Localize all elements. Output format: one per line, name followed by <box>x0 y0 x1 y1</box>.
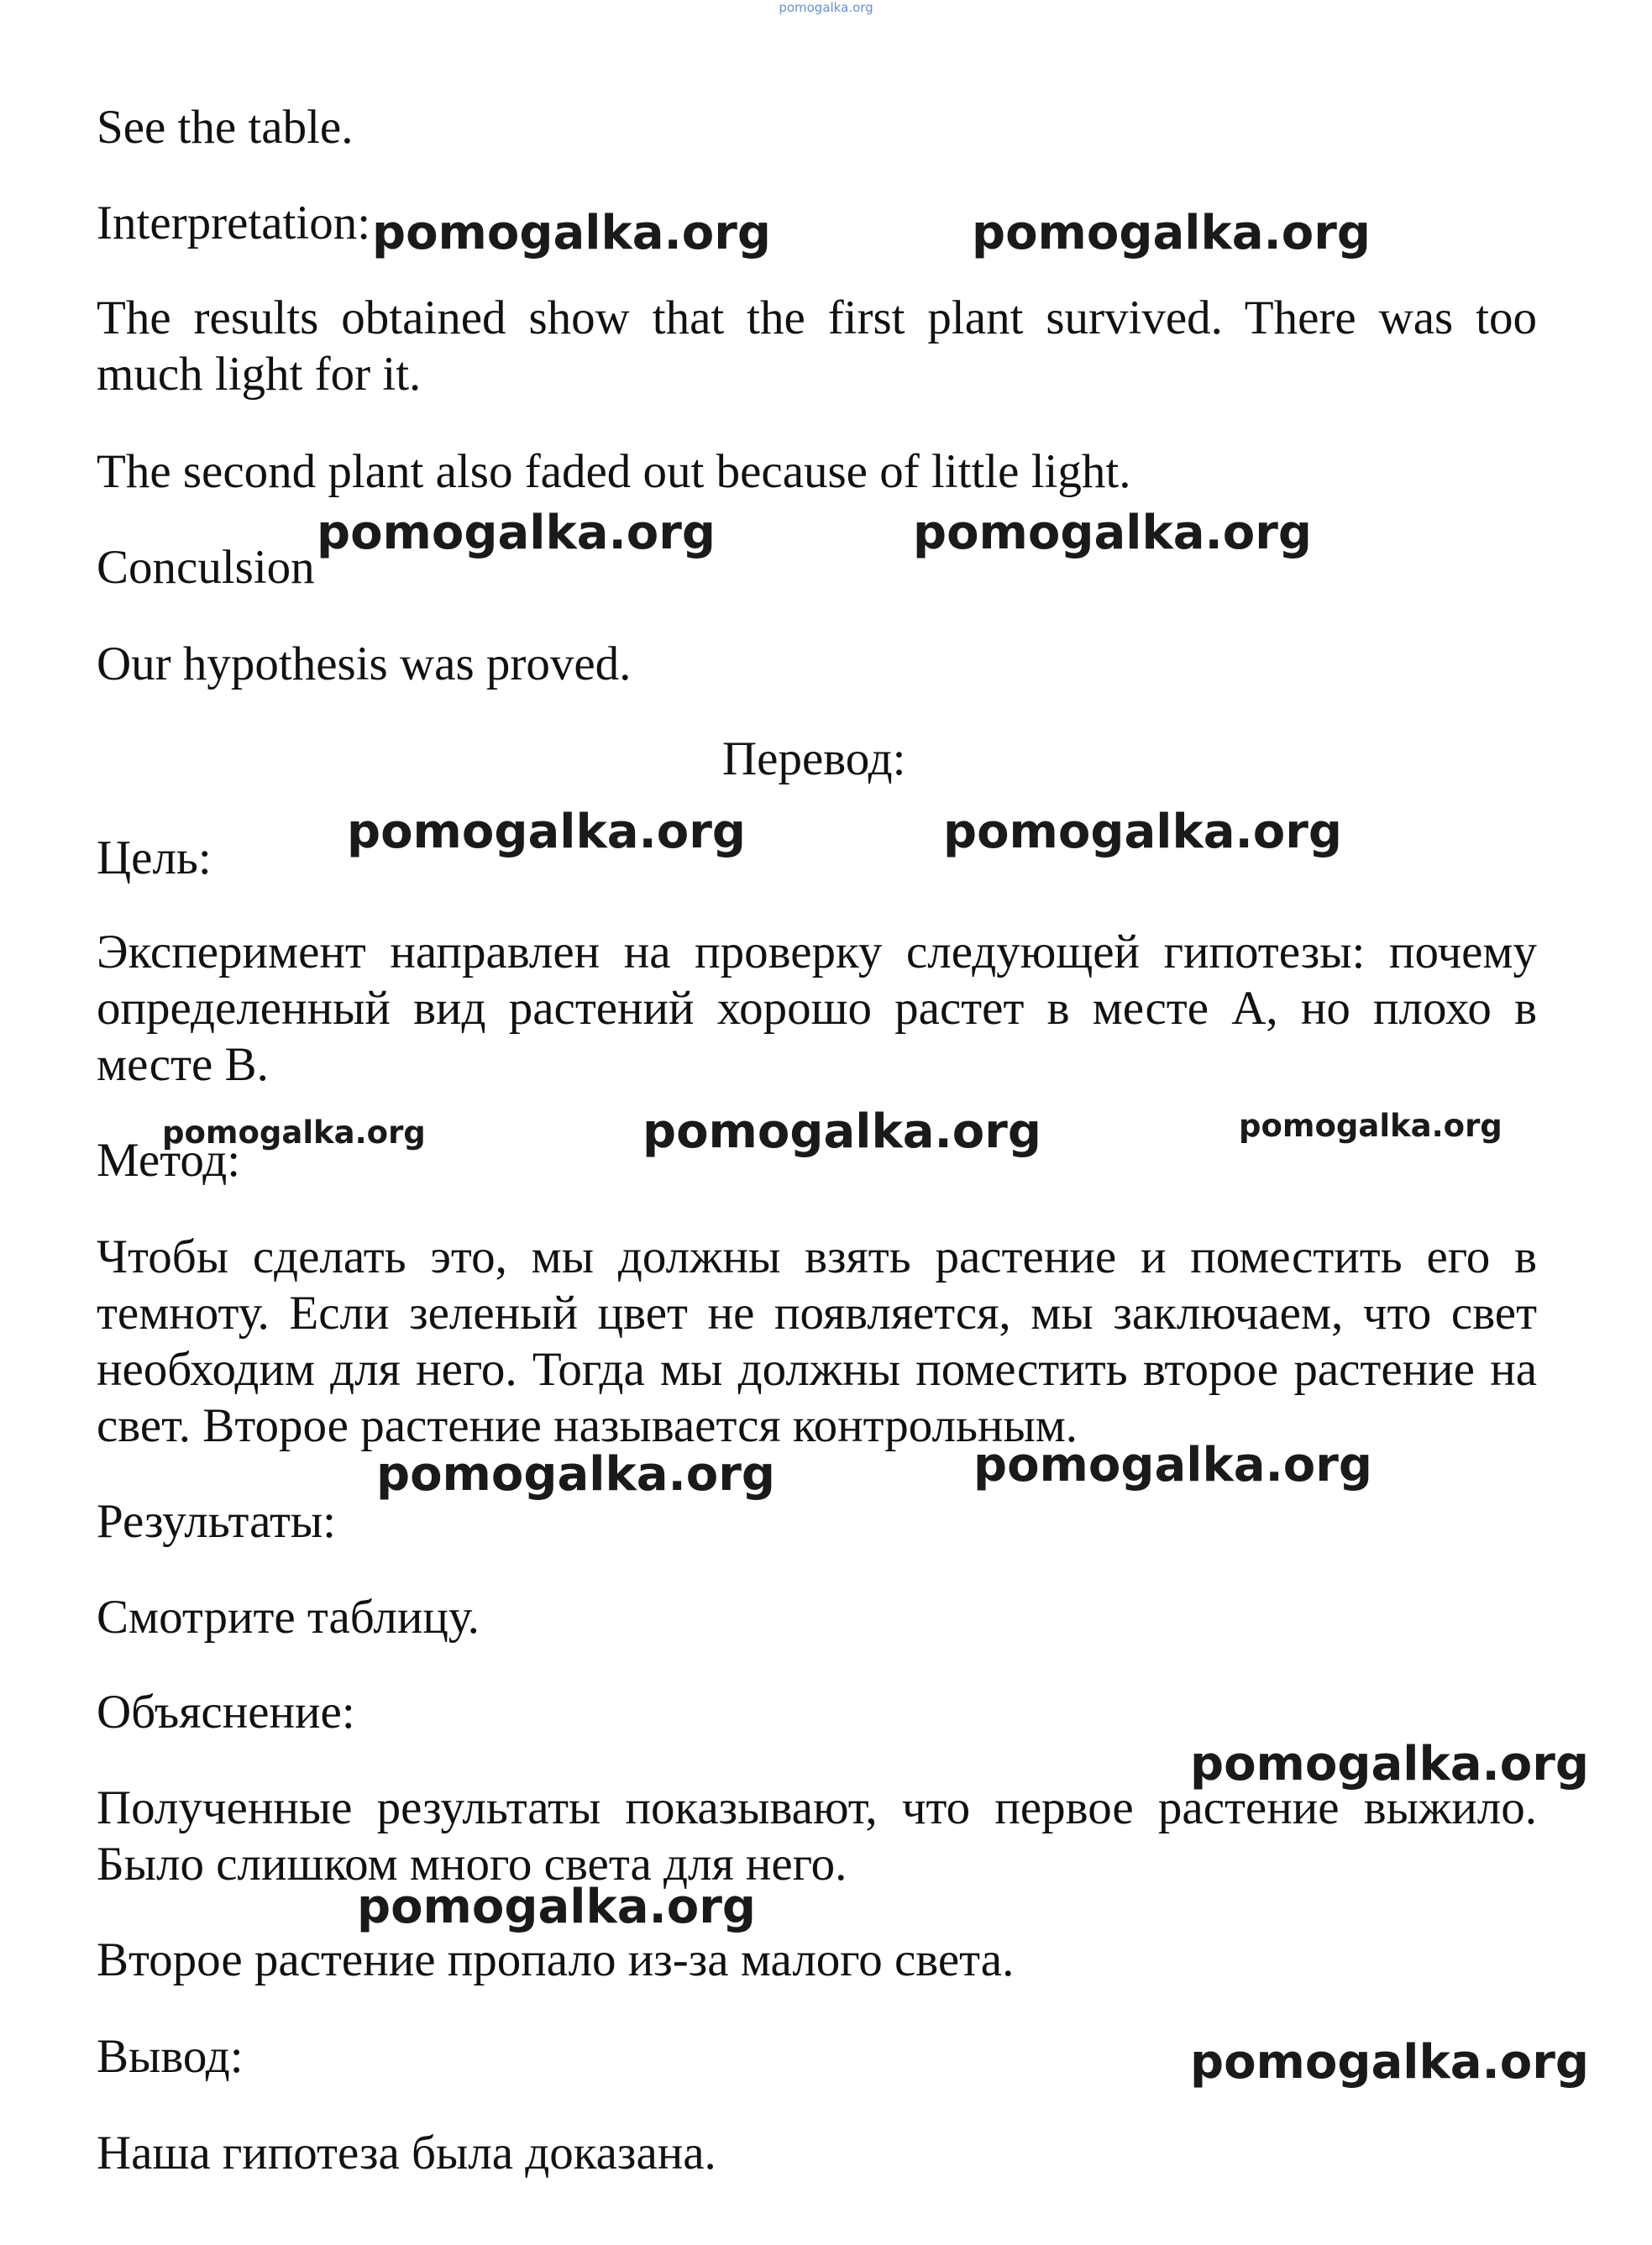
header-watermark: pomogalka.org <box>779 0 873 15</box>
conclusion-text-ru: Наша гипотеза была доказана. <box>97 2127 716 2179</box>
watermark: pomogalka.org <box>1239 1108 1503 1144</box>
watermark: pomogalka.org <box>347 805 746 859</box>
translation-heading: Перевод: <box>722 732 906 785</box>
watermark: pomogalka.org <box>973 1438 1372 1492</box>
watermark: pomogalka.org <box>372 206 771 260</box>
aim-paragraph: Эксперимент направлен на проверку следующей гипотезы: почему определенный вид растений хорошо растет в месте А, но плохо в месте В. <box>97 926 1537 1091</box>
results-text-ru: Смотрите таблицу. <box>97 1591 480 1644</box>
aim-heading: Цель: <box>97 831 212 884</box>
conclusion-heading-ru: Вывод: <box>97 2030 244 2083</box>
watermark: pomogalka.org <box>642 1104 1041 1159</box>
results-heading: Результаты: <box>97 1495 336 1548</box>
watermark: pomogalka.org <box>913 506 1312 560</box>
watermark: pomogalka.org <box>376 1447 775 1502</box>
watermark: pomogalka.org <box>1190 1737 1589 1791</box>
interpretation-paragraph-2: The second plant also faded out because of little light. <box>97 445 1131 498</box>
conclusion-text-en: Our hypothesis was proved. <box>97 637 632 690</box>
explanation-paragraph-1: Полученные результаты показывают, что первое растение выжило. Было слишком много света для него. <box>97 1781 1537 1891</box>
watermark: pomogalka.org <box>943 805 1342 859</box>
interpretation-paragraph-1: The results obtained show that the first plant survived. There was too much light for it. <box>97 291 1537 401</box>
watermark: pomogalka.org <box>1190 2035 1589 2090</box>
results-text-en: See the table. <box>97 101 354 154</box>
explanation-paragraph-2: Второе растение пропало из-за малого света. <box>97 1933 1015 1986</box>
interpretation-heading: Interpretation: <box>97 197 371 249</box>
watermark: pomogalka.org <box>162 1115 426 1151</box>
method-paragraph: Чтобы сделать это, мы должны взять растение и поместить его в темноту. Если зеленый цвет не появляется, мы заключаем, что свет необходим для него. Тогда мы должны поместить второе растение на свет. Второе растение называется контрольным. <box>97 1230 1537 1452</box>
conclusion-heading-en: Conculsion <box>97 541 315 594</box>
watermark: pomogalka.org <box>972 206 1371 260</box>
watermark: pomogalka.org <box>357 1880 756 1934</box>
method-heading: Метод: <box>97 1134 241 1187</box>
explanation-heading: Объяснение: <box>97 1686 355 1739</box>
watermark: pomogalka.org <box>317 506 716 560</box>
